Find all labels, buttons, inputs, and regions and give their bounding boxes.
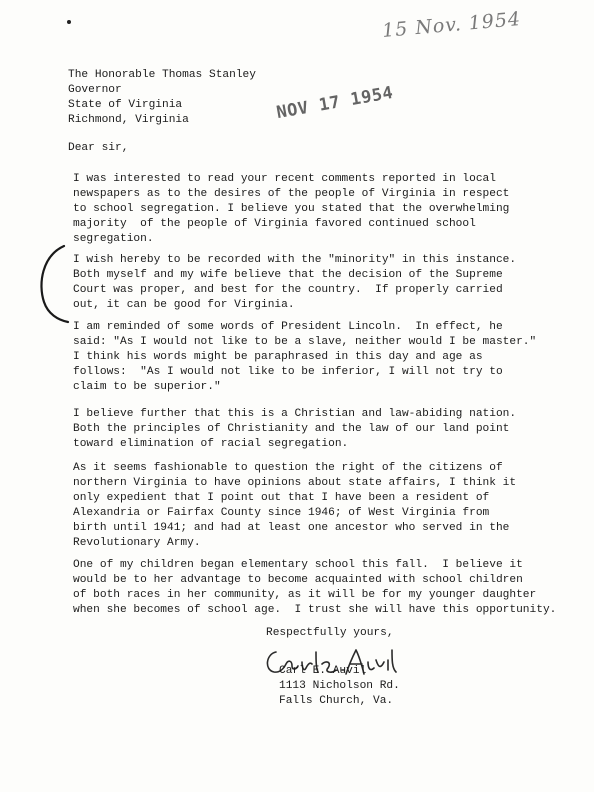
received-date-stamp: NOV 17 1954 xyxy=(275,82,395,124)
text-line: toward elimination of racial segregation. xyxy=(73,438,349,450)
text-line: claim to be superior." xyxy=(73,381,221,393)
text-line: One of my children began elementary school this fall. I believe it xyxy=(73,559,523,571)
signer-city: Falls Church, Va. xyxy=(279,695,394,707)
signer-name: Carl E. Auvil xyxy=(279,665,367,677)
text-line: to school segregation. I believe you stated that the overwhelming xyxy=(73,203,510,215)
paragraph-5 xyxy=(73,461,516,551)
text-line: birth until 1941; and had at least one ancestor who served in the xyxy=(73,522,510,534)
paragraph-6 xyxy=(73,558,556,618)
paragraph-2 xyxy=(73,253,516,313)
complimentary-close xyxy=(266,626,394,641)
recipient-address xyxy=(68,68,256,128)
text-line: northern Virginia to have opinions about state affairs, I think it xyxy=(73,477,517,489)
text-line: I am reminded of some words of President Lincoln. In effect, he xyxy=(73,321,503,333)
paragraph-3 xyxy=(73,320,536,395)
margin-bracket-mark xyxy=(34,244,74,324)
ink-dot xyxy=(67,20,71,24)
salutation: Dear sir, xyxy=(68,142,129,154)
text-line: of both races in her community, as it will be for my younger daughter xyxy=(73,589,537,601)
handwritten-date: 15 Nov. 1954 xyxy=(381,7,522,43)
text-line: Alexandria or Fairfax County since 1946; of West Virginia from xyxy=(73,507,490,519)
closing-text: Respectfully yours, xyxy=(266,627,394,639)
paragraph-4 xyxy=(73,407,516,452)
address-line: State of Virginia xyxy=(68,99,183,111)
text-line: segregation. xyxy=(73,233,154,245)
text-line: I was interested to read your recent comments reported in local xyxy=(73,173,496,185)
text-line: would be to her advantage to become acquainted with school children xyxy=(73,574,523,586)
text-line: follows: "As I would not like to be inferior, I will not try to xyxy=(73,366,503,378)
text-line: Both myself and my wife believe that the decision of the Supreme xyxy=(73,269,503,281)
text-line: only expedient that I point out that I have been a resident of xyxy=(73,492,490,504)
address-line: Governor xyxy=(68,84,122,96)
text-line: Revolutionary Army. xyxy=(73,537,201,549)
text-line: said: "As I would not like to be a slave, neither would I be master." xyxy=(73,336,537,348)
text-line: I think his words might be paraphrased in this day and age as xyxy=(73,351,483,363)
text-line: I wish hereby to be recorded with the "minority" in this instance. xyxy=(73,254,517,266)
text-line: out, it can be good for Virginia. xyxy=(73,299,295,311)
paragraph-1 xyxy=(73,172,509,247)
text-line: majority of the people of Virginia favored continued school xyxy=(73,218,476,230)
text-line: Both the principles of Christianity and the law of our land point xyxy=(73,423,510,435)
text-line: As it seems fashionable to question the right of the citizens of xyxy=(73,462,503,474)
text-line: I believe further that this is a Christian and law-abiding nation. xyxy=(73,408,517,420)
address-line: The Honorable Thomas Stanley xyxy=(68,69,256,81)
text-line: Court was proper, and best for the country. If properly carried xyxy=(73,284,503,296)
signature-block xyxy=(279,664,400,709)
signer-street: 1113 Nicholson Rd. xyxy=(279,680,400,692)
text-line: when she becomes of school age. I trust she will have this opportunity. xyxy=(73,604,557,616)
text-line: newspapers as to the desires of the people of Virginia in respect xyxy=(73,188,510,200)
address-line: Richmond, Virginia xyxy=(68,114,189,126)
